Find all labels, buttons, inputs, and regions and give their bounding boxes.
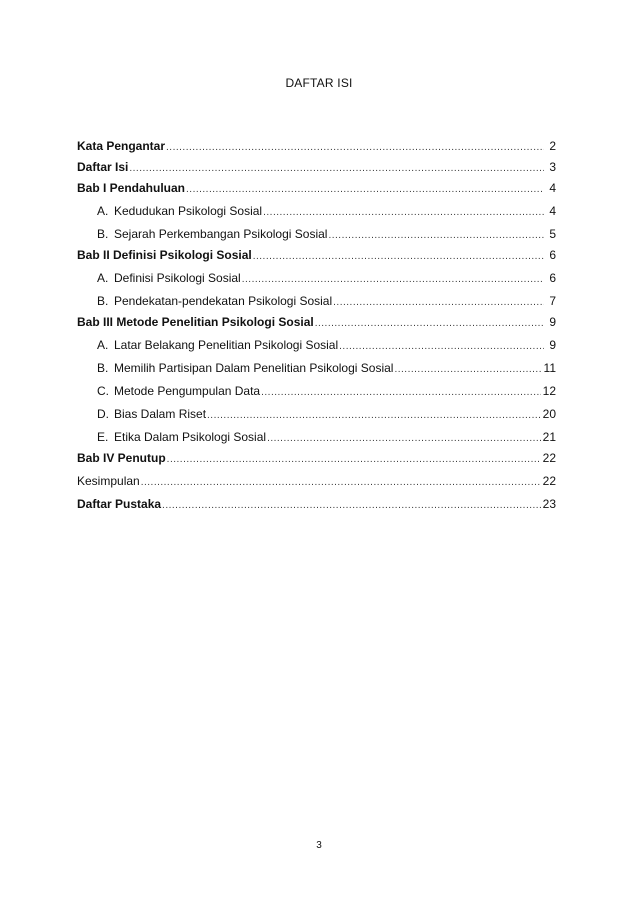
toc-entry — [77, 474, 556, 497]
dot-leader — [167, 454, 541, 465]
toc-entry-page: 6 — [549, 248, 556, 262]
toc-entry-page: 6 — [549, 271, 556, 285]
toc-entry — [77, 497, 556, 518]
toc-entry-label: Daftar Isi — [77, 160, 129, 174]
toc-entry-page: 23 — [542, 497, 556, 511]
toc-entry-label: Definisi Psikologi Sosial — [114, 271, 241, 285]
page-number: 3 — [316, 840, 322, 851]
toc-entry-page: 21 — [542, 430, 556, 444]
toc-entry-page: 22 — [542, 474, 556, 488]
toc-entry-page: 22 — [542, 451, 556, 465]
toc-entry — [77, 361, 556, 384]
toc-entry-label: Metode Pengumpulan Data — [114, 384, 261, 398]
toc-entry-letter: A. — [97, 338, 109, 352]
toc-entry-label: Bab I Pendahuluan — [77, 181, 186, 195]
toc-entry — [77, 204, 556, 227]
toc-entry-label: Pendekatan-pendekatan Psikologi Sosial — [114, 294, 333, 308]
toc-entry-label: Bias Dalam Riset — [114, 407, 207, 421]
toc-entry-page: 7 — [549, 294, 556, 308]
dot-leader — [162, 500, 541, 511]
toc-entry-letter: B. — [97, 361, 109, 375]
toc-entry — [77, 181, 556, 204]
dot-leader — [129, 163, 544, 174]
toc-entry — [77, 407, 556, 430]
toc-entry — [77, 294, 556, 315]
toc-entry-label: Kesimpulan — [77, 474, 140, 488]
toc-entry-page: 11 — [543, 361, 556, 375]
toc-entry-letter: B. — [97, 227, 109, 241]
toc-entry-page: 12 — [542, 384, 556, 398]
toc-entry-label: Memilih Partisipan Dalam Penelitian Psikologi Sosial — [114, 361, 394, 375]
toc-entry-page: 9 — [549, 338, 556, 352]
toc-entry-label: Latar Belakang Penelitian Psikologi Sosial — [114, 338, 339, 352]
page-title: DAFTAR ISI — [285, 76, 353, 90]
toc-entry-label: Bab III Metode Penelitian Psikologi Sosial — [77, 315, 314, 329]
toc-entry — [77, 338, 556, 361]
dot-leader — [166, 142, 544, 153]
dot-leader — [315, 318, 544, 329]
toc-entry — [77, 139, 556, 160]
toc-entry-label: Kedudukan Psikologi Sosial — [114, 204, 263, 218]
toc-entry-page: 3 — [549, 160, 556, 174]
toc-entry-page: 5 — [549, 227, 556, 241]
toc-entry-letter: B. — [97, 294, 109, 308]
toc-entry-letter: A. — [97, 204, 109, 218]
dot-leader — [328, 230, 544, 241]
toc-entry-letter: E. — [97, 430, 109, 444]
toc-entry-label: Daftar Pustaka — [77, 497, 162, 511]
toc-entry — [77, 271, 556, 294]
toc-entry-letter: A. — [97, 271, 109, 285]
toc-entry-letter: C. — [97, 384, 109, 398]
toc-entry — [77, 384, 556, 407]
dot-leader — [263, 207, 544, 218]
dot-leader — [253, 251, 544, 262]
dot-leader — [261, 387, 541, 398]
toc-entry-page: 4 — [549, 181, 556, 195]
dot-leader — [186, 184, 544, 195]
table-of-contents — [77, 139, 556, 518]
dot-leader — [394, 364, 541, 375]
dot-leader — [242, 274, 544, 285]
toc-entry-page: 2 — [549, 139, 556, 153]
toc-entry-label: Bab II Definisi Psikologi Sosial — [77, 248, 252, 262]
dot-leader — [207, 410, 541, 421]
toc-entry — [77, 430, 556, 451]
toc-entry-page: 9 — [549, 315, 556, 329]
toc-entry — [77, 160, 556, 181]
toc-entry-label: Etika Dalam Psikologi Sosial — [114, 430, 267, 444]
toc-entry-label: Sejarah Perkembangan Psikologi Sosial — [114, 227, 328, 241]
dot-leader — [333, 297, 544, 308]
toc-entry-letter: D. — [97, 407, 109, 421]
toc-entry-page: 4 — [549, 204, 556, 218]
toc-entry-label: Kata Pengantar — [77, 139, 166, 153]
toc-entry — [77, 315, 556, 338]
toc-entry — [77, 451, 556, 474]
toc-entry-label: Bab IV Penutup — [77, 451, 166, 465]
toc-entry — [77, 227, 556, 248]
toc-entry-page: 20 — [542, 407, 556, 421]
dot-leader — [339, 341, 544, 352]
dot-leader — [267, 433, 541, 444]
dot-leader — [141, 477, 541, 488]
toc-entry — [77, 248, 556, 271]
